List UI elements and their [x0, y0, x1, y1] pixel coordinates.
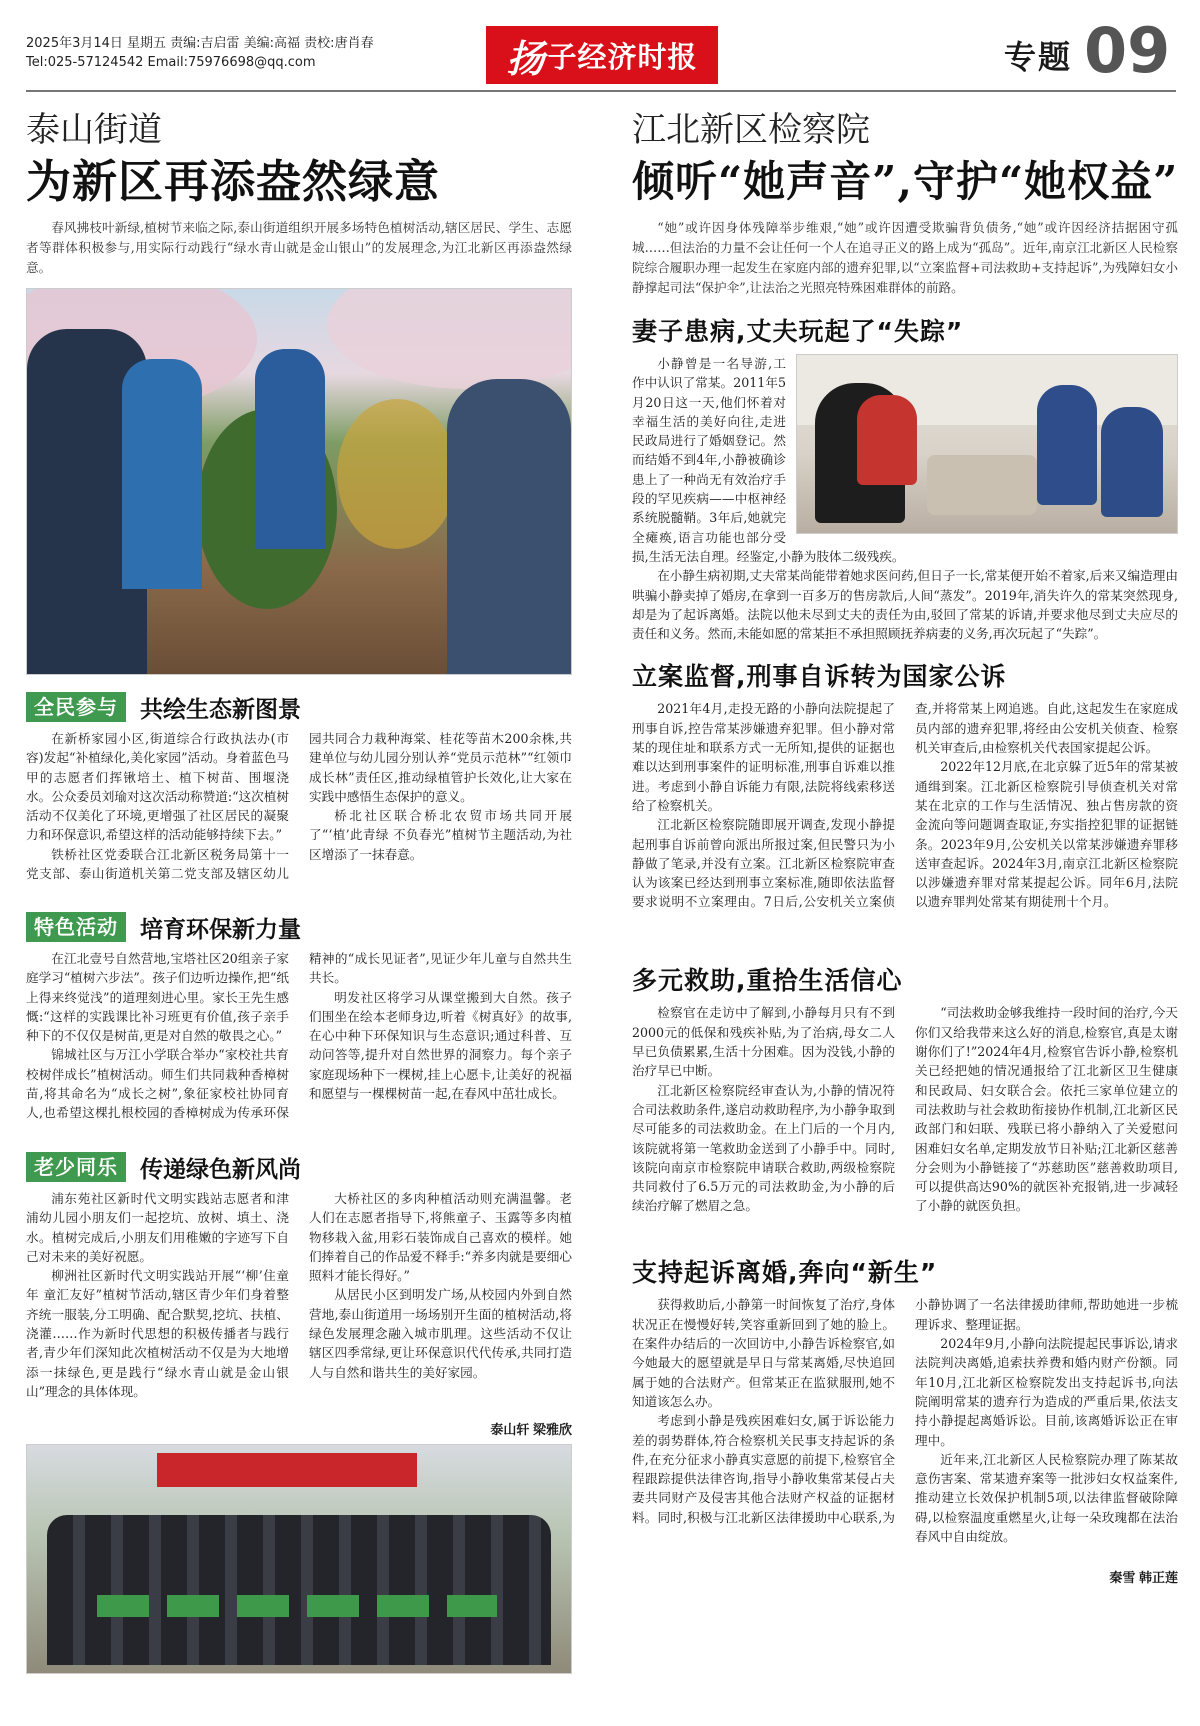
paragraph: 2024年9月,小静向法院提起民事诉讼,请求法院判决离婚,追索扶养费和婚内财产份额。同年10月,江北新区检察院发出支持起诉书,向法院阐明常某的遗弃行为造成的严重后果,依法支持小静提起离婚诉讼。目前,该离婚诉讼正在审理中。 [915, 1336, 1178, 1448]
masthead-contact: Tel:025-57124542 Email:75976698@qq.com [26, 55, 316, 70]
paragraph: 江北新区检察院经审查认为,小静的情况符合司法救助条件,遂启动救助程序,为小静争取到尽可能多的司法救助金。在上门后的一个月内,该院就将第一笔救助金送到了小静手中。同时,该院向南京市检察院申请联合救助,两级检察院共同救付了6.5万元的司法救助金,为小静的后续治疗解了燃眉之急。 [632, 1082, 895, 1214]
paragraph: 柳洲社区新时代文明实践站开展“‘柳’住童年 童汇友好”植树节活动,辖区青少年们身着整齐统一服装,分工明确、配合默契,挖坑、扶植、浇灌……作为新时代思想的积极传播者与践行者,青少年们深知此次植树活动不仅是为大地增添一抹绿色,更是践行“绿水青山就是金山银山”理念的具体体现。 [26, 1268, 289, 1399]
section-title: 妻子患病,丈夫玩起了“失踪” [632, 317, 964, 346]
green-signs [97, 1595, 497, 1617]
subhead-tag: 特色活动 [26, 912, 126, 942]
subhead-3 [26, 1151, 572, 1183]
article-procuratorate [632, 108, 1178, 1586]
paragraph: “司法救助金够我维持一段时间的治疗,今天你们又给我带来这么好的消息,检察官,真是太谢谢你们了!”2024年4月,检察官告诉小静,检察机关已经把她的情况通报给了江北新区卫生健康和民政局、妇女联合会。依托三家单位建立的司法救助与社会救助衔接协作机制,江北新区民政部门和妇联、残联已将小静纳入了关爱慰问困难妇女名单,定期发放节日补贴;江北新区慈善分会则为小静链接了“苏慈助医”慈善救助项目,可以提供高达90%的就医补充报销,进一步减轻了小静的就医负担。 [915, 1005, 1178, 1214]
children-group-photo [26, 1444, 572, 1674]
byline: 秦雪 韩正莲 [1109, 1570, 1178, 1586]
person-figure [857, 395, 917, 485]
subhead-tag: 老少同乐 [26, 1152, 126, 1182]
section-text [632, 1295, 1178, 1565]
paragraph: 锦城社区与万江小学联合举办“家校社共育 校树伴成长”植树活动。师生们共同栽种香樟树苗,将其命名为“成长之树”,象征家校社协同育人,也希望这棵扎根校园的香樟树成为传承环保精神的“成长见证者”,见证少年儿童与自然共生共长。 [26, 951, 572, 1121]
table-shape [927, 455, 1037, 515]
paragraph: 2021年4月,走投无路的小静向法院提起了刑事自诉,控告常某涉嫌遗弃犯罪。但小静对常某的现住址和联系方式一无所知,提供的证据也难以达到刑事案件的证明标准,刑事自诉难以推进。考虑到小静自诉能力有限,法院将线索移送给了检察机关。 [632, 701, 895, 813]
section-text [632, 1003, 1178, 1239]
paragraph: 明发社区将学习从课堂搬到大自然。孩子们围坐在绘本老师身边,听着《树真好》的故事,在心中种下环保知识与生态意识;通过科普、互动问答等,提升对自然世界的洞察力。每个亲子家庭现场种下一棵树,挂上心愿卡,让美好的祝福和愿望与一棵棵树苗一起,在春风中茁壮成长。 [309, 989, 572, 1102]
paragraph: 在小静生病初期,丈夫常某尚能带着她求医问药,但日子一长,常某便开始不着家,后来又编造理由哄骗小静卖掉了婚房,在拿到一百多万的售房款后,人间“蒸发”。2019年,消失许久的常某突然现身,却是为了起诉离婚。法院以他未尽到丈夫的责任为由,驳回了常某的诉请,并要求他尽到丈夫应尽的责任和义务。然而,未能如愿的常某拒不承担照顾抚养病妻的义务,再次玩起了“失踪”。 [632, 568, 1178, 642]
logo-text: 子经济时报 [547, 39, 698, 74]
paragraph: 2022年12月底,在北京躲了近5年的常某被通缉到案。江北新区检察院引导侦查机关对常某在北京的工作与生活情况、独占售房款的资金流向等问题调查取证,夯实指控犯罪的证据链条。2023年9月,公安机关以常某涉嫌遗弃罪移送审查起诉。2024年3月,南京江北新区检察院以涉嫌遗弃罪对常某提起公诉。同年6月,法院以遗弃罪判处常某有期徒刑十个月。 [915, 759, 1178, 910]
section-title: 立案监督,刑事自诉转为国家公诉 [632, 662, 1007, 692]
paragraph: 浦东苑社区新时代文明实践站志愿者和津浦幼儿园小朋友们一起挖坑、放树、填土、浇水。植树完成后,小朋友们用稚嫩的字迹写下自己对未来的美好祝愿。 [26, 1191, 289, 1264]
section-text [26, 729, 572, 895]
section-text [26, 1189, 572, 1417]
children-crowd [47, 1515, 551, 1665]
visit-photo [796, 354, 1178, 534]
logo-glyph: 扬 [506, 35, 546, 81]
masthead-date-editors: 2025年3月14日 星期五 责编:吉启雷 美编:高福 责校:唐肖春 [26, 36, 374, 51]
section-title: 多元救助,重拾生活信心 [632, 966, 903, 996]
paragraph: 江北新区检察院随即展开调查,发现小静提起刑事自诉前曾向派出所报过案,但民警只为小静做了笔录,并没有立案。江北新区检察院审查认为该案已经达到刑事立案标准,随即依法监督要求说明不立案理由。7日后,公安机关立案侦查,并将常某上网追逃。自此,这起发生在家庭成员内部的遗弃犯罪,将经由公安机关侦查、检察机关审查后,由检察机关代表国家提起公诉。 [632, 701, 1178, 910]
subhead-title: 传递绿色新风尚 [140, 1156, 301, 1183]
masthead [0, 0, 1200, 98]
article-kicker: 江北新区检察院 [632, 110, 870, 150]
section-text [26, 949, 572, 1135]
article-headline: 倾听“她声音”,守护“她权益” [632, 157, 1179, 206]
article-headline: 为新区再添盎然绿意 [26, 155, 441, 208]
subhead-1 [26, 691, 572, 723]
section-label: 专题 [1004, 38, 1073, 76]
paragraph: 小静曾是一名导游,工作中认识了常某。2011年5月20日这一天,他们怀着对幸福生活的美好向往,走进民政局进行了婚姻登记。然而结婚不到4年,小静被确诊患上了一种尚无有效治疗手段的罕见疾病——中枢神经系统脱髓鞘。3年后,她就完全瘫痪,语言功能也部分受损,生活无法自理。经鉴定,小静为肢体二级残疾。 [632, 356, 905, 564]
article-lead: “她”或许因身体残障举步维艰,“她”或许因遭受欺骗背负债务,“她”或许因经济拮据困守孤城……但法治的力量不会让任何一个人在追寻正义的路上成为“孤岛”。近年,南京江北新区人民检察院综合履职办理一起发生在家庭内部的遗弃犯罪,以“立案监督+司法救助+支持起诉”,为残障妇女小静撑起司法“保护伞”,让法治之光照亮特殊困难群体的前路。 [632, 220, 1178, 295]
subhead-tag: 全民参与 [26, 692, 126, 722]
paragraph: 获得救助后,小静第一时间恢复了治疗,身体状况正在慢慢好转,笑容重新回到了她的脸上。在案件办结后的一次回访中,小静告诉检察官,如今她最大的愿望就是早日与常某离婚,尽快追回属于她的合法财产。但常某正在监狱服刑,她不知道该怎么办。 [632, 1297, 895, 1409]
masthead-divider [26, 90, 1176, 92]
person-figure [255, 349, 325, 549]
article-kicker: 泰山街道 [26, 110, 162, 150]
paragraph: 桥北社区联合桥北农贸市场共同开展了“‘植’此青绿 不负春光”植树节主题活动,为社区增添了一抹春意。 [309, 808, 572, 862]
subhead-title: 共绘生态新图景 [140, 696, 301, 723]
paragraph: 考虑到小静是残疾困难妇女,属于诉讼能力差的弱势群体,符合检察机关民事支持起诉的条件,在充分征求小静真实意愿的前提下,检察官全程跟踪提供法律咨询,指导小静收集常某侵占夫妻共同财产及侵害其他合法财产权益的证据材料。同时,积极与江北新区法律援助中心联系,为小静协调了一名法律援助律师,帮助她进一步梳理诉求、整理证据。 [632, 1297, 1178, 1525]
person-figure [447, 379, 571, 674]
prosecutor-figure [1037, 385, 1097, 505]
paragraph: 大桥社区的多肉种植活动则充满温馨。老人们在志愿者指导下,将熊童子、玉露等多肉植物移栽入盆,用彩石装饰成自己喜欢的模样。她们捧着自己的作品爱不释手:“养多肉就是要细心照料才能长得好。” [309, 1191, 572, 1284]
paragraph: 在新桥家园小区,街道综合行政执法办(市容)发起“补植绿化,美化家园”活动。身着蓝色马甲的志愿者们挥锹培土、植下树苗、围堰浇水。公众委员刘瑜对这次活动称赞道:“这次植树活动不仅美化了环境,更增强了社区居民的凝聚力和环保意识,希望这样的活动能够持续下去。” [26, 731, 289, 843]
section-body [632, 354, 1178, 643]
paragraph: 铁桥社区党委联合江北新区税务局第十一党支部、泰山街道机关第二党支部及辖区幼儿园共同合力栽种海棠、桂花等苗木200余株,共建单位与幼儿园分别认养“党员示范林”“红领巾成长林”责任区,推动绿植管护长效化,让大家在实践中感悟生态保护的意义。 [26, 731, 572, 882]
newspaper-logo [486, 26, 718, 84]
paragraph: 近年来,江北新区人民检察院办理了陈某故意伤害案、常某遗弃案等一批涉妇女权益案件,推动建立长效保护机制5项,以法律监督破除障碍,以检察温度重燃星火,让每一朵玫瑰都在法治春风中自由绽放。 [915, 1451, 1178, 1545]
paragraph: 检察官在走访中了解到,小静每月只有不到2000元的低保和残疾补贴,为了治病,母女二人早已负债累累,生活十分困难。因为没钱,小静的治疗早已中断。 [632, 1005, 895, 1079]
subhead-2 [26, 911, 572, 943]
shrub-shape [337, 399, 457, 549]
blossom-shape [327, 288, 572, 389]
paragraph: 在江北壹号自然营地,宝塔社区20组亲子家庭学习“植树六步法”。孩子们边听边操作,把“纸上得来终觉浅”的道理刻进心里。家长王先生感慨:“这样的实践课比补习班更有价值,孩子亲手种下的不仅仅是树苗,更是对自然的敬畏之心。” [26, 951, 289, 1044]
paragraph: 从居民小区到明发广场,从校园内外到自然营地,泰山街道用一场场别开生面的植树活动,将绿色发展理念融入城市肌理。这些活动不仅让辖区四季常绿,更让环保意识代代传承,共同打造人与自然和谐共生的美好家园。 [309, 1287, 572, 1380]
subhead-title: 培育环保新力量 [140, 916, 301, 943]
page-number: 09 [1084, 14, 1171, 87]
section-text [632, 699, 1178, 947]
tree-planting-photo [26, 288, 572, 675]
article-lead: 春风拂枝叶新绿,植树节来临之际,泰山街道组织开展多场特色植树活动,辖区居民、学生、志愿者等群体积极参与,用实际行动践行“绿水青山就是金山银山”的发展理念,为江北新区再添盎然绿意。 [26, 220, 572, 275]
person-figure [122, 359, 202, 589]
prosecutor-figure [1101, 407, 1163, 517]
section-title: 支持起诉离婚,奔向“新生” [632, 1258, 938, 1288]
byline: 泰山轩 梁雅欣 [490, 1422, 572, 1437]
banner-shape [157, 1453, 417, 1487]
article-taishan [26, 108, 572, 1674]
masthead-meta [26, 34, 374, 72]
